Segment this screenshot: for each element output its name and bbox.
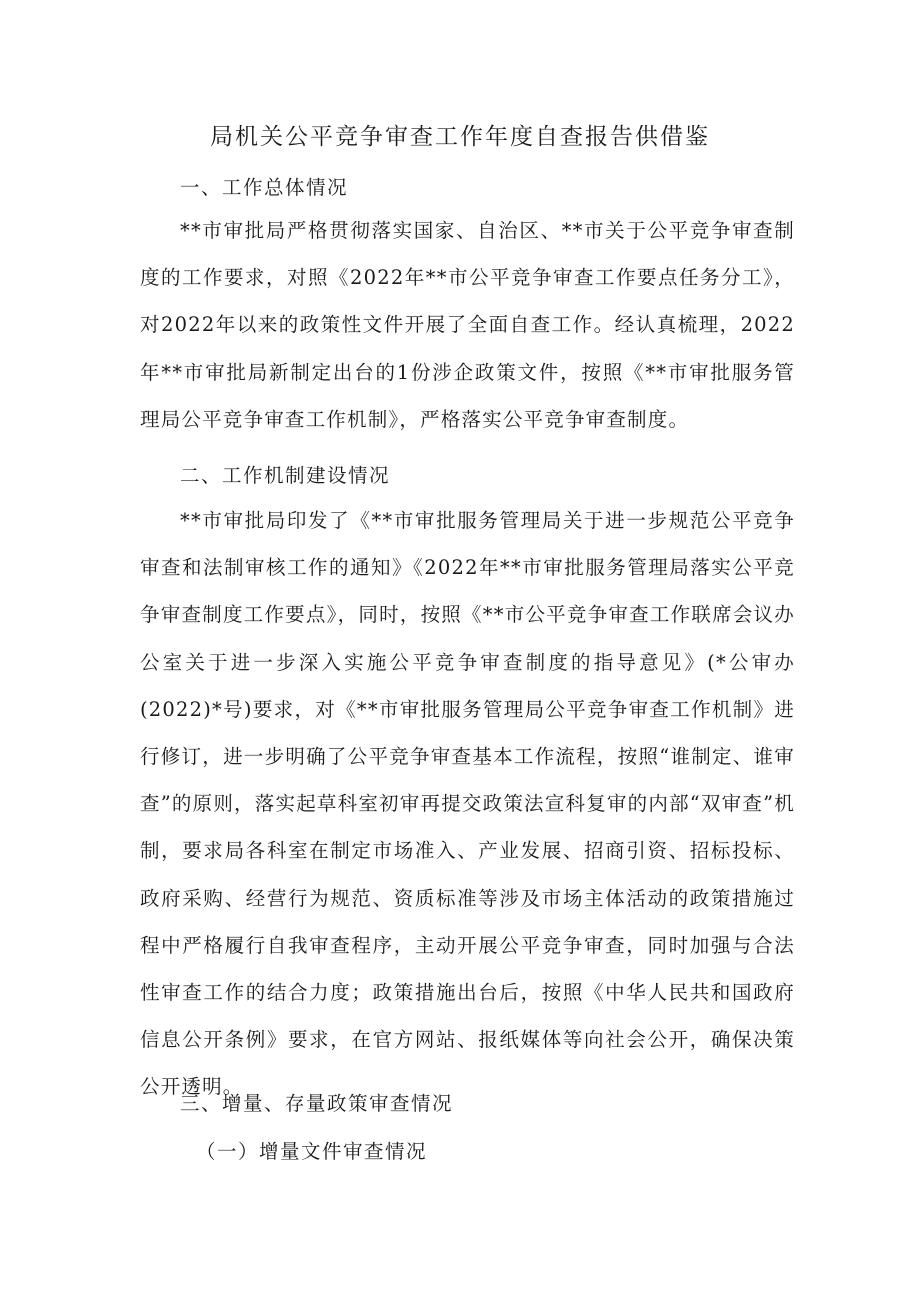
document-title: 局机关公平竞争审查工作年度自查报告供借鉴 — [210, 124, 710, 150]
section-3-subheading-1: （一）增量文件审查情况 — [196, 1140, 428, 1163]
section-2-heading: 二、工作机制建设情况 — [180, 464, 391, 487]
section-1-heading: 一、工作总体情况 — [180, 176, 349, 199]
section-1-paragraph: **市审批局严格贯彻落实国家、自治区、**市关于公平竞争审查制度的工作要求，对照《2022年**市公平竞争审查工作要点任务分工》，对2022年以来的政策性文件开展了全面自查工作。经认真梳理，2022年**市审批局新制定出台的1份涉企政策文件，按照《**市审批服务管理局公平竞争审查工作机制》，严格落实公平竞争审查制度。 — [140, 219, 795, 431]
section-3-heading: 三、增量、存量政策审查情况 — [180, 1092, 454, 1115]
section-2-paragraph: **市审批局印发了《**市审批服务管理局关于进一步规范公平竞争审查和法制审核工作的通知》《2022年**市审批服务管理局落实公平竞争审查制度工作要点》，同时，按照《**市公平竞争审查工作联席会议办公室关于进一步深入实施公平竞争审查制度的指导意见》(*公审办(2022)*号)要求，对《**市审批服务管理局公平竞争审查工作机制》进行修订，进一步明确了公平竞争审查基本工作流程，按照“谁制定、谁审查”的原则，落实起草科室初审再提交政策法宣科复审的内部“双审查”机制，要求局各科室在制定市场准入、产业发展、招商引资、招标投标、政府采购、经营行为规范、资质标准等涉及市场主体活动的政策措施过程中严格履行自我审查程序，主动开展公平竞争审查，同时加强与合法性审查工作的结合力度；政策措施出台后，按照《中华人民共和国政府信息公开条例》要求，在官方网站、报纸媒体等向社会公开，确保决策公开透明。 — [140, 509, 795, 1099]
